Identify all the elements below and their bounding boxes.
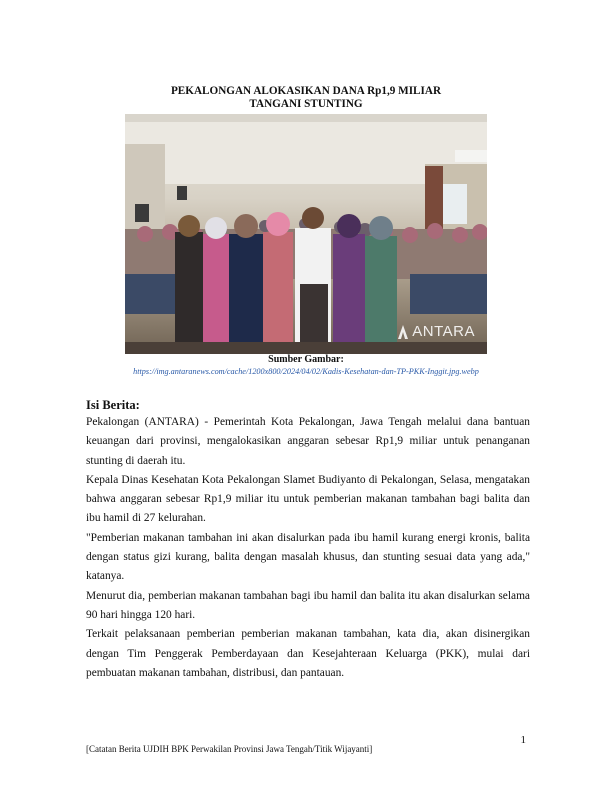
title-line-1: PEKALONGAN ALOKASIKAN DANA Rp1,9 MILIAR <box>170 85 442 97</box>
article-title <box>120 85 492 111</box>
news-photo <box>125 114 487 354</box>
antara-logo-icon <box>398 325 408 339</box>
content-heading: Isi Berita: <box>86 398 140 412</box>
title-line-2: TANGANI STUNTING <box>249 98 363 110</box>
paragraph: Menurut dia, pemberian makanan tambahan bagi ibu hamil dan balita itu akan disalurkan selama 90 hari hingga 120 hari. <box>86 589 530 621</box>
photo-illustration <box>125 114 487 354</box>
image-source-url[interactable]: https://img.antaranews.com/cache/1200x800/2024/04/02/Kadis-Kesehatan-dan-TP-PKK-Inggit.jpg.webp <box>133 367 479 376</box>
paragraph: "Pemberian makanan tambahan ini akan disalurkan pada ibu hamil kurang energi kronis, balita dengan status gizi kurang, balita dengan masalah khusus, dan stunting sesuai data yang ada," katanya. <box>86 531 530 583</box>
image-source-label: Sumber Gambar: <box>268 354 344 365</box>
paragraph: Kepala Dinas Kesehatan Kota Pekalongan Slamet Budiyanto di Pekalongan, Selasa, mengatakan bahwa anggaran sebesar Rp1,9 miliar itu untuk pemberian makanan tambahan bagi balita dan ibu hamil di 27 kelurahan. <box>86 473 530 525</box>
footer-note: [Catatan Berita UJDIH BPK Perwakilan Provinsi Jawa Tengah/Titik Wijayanti] <box>86 744 373 754</box>
paragraph: Terkait pelaksanaan pemberian pemberian makanan tambahan, kata dia, akan disinergikan dengan Tim Penggerak Pemberdayaan dan Kesejahteraan Keluarga (PKK), mulai dari pembuatan makanan tambahan, distribusi, dan pantauan. <box>86 628 530 679</box>
watermark-text: ANTARA <box>412 323 475 340</box>
article-body <box>86 413 530 683</box>
antara-watermark <box>398 323 475 340</box>
paragraph: Pekalongan (ANTARA) - Pemerintah Kota Pekalongan, Jawa Tengah melalui dana bantuan keuangan dari provinsi, mengalokasikan anggaran sebesar Rp1,9 miliar untuk penanganan stunting di daerah itu. <box>86 416 530 467</box>
page-number: 1 <box>520 734 526 746</box>
